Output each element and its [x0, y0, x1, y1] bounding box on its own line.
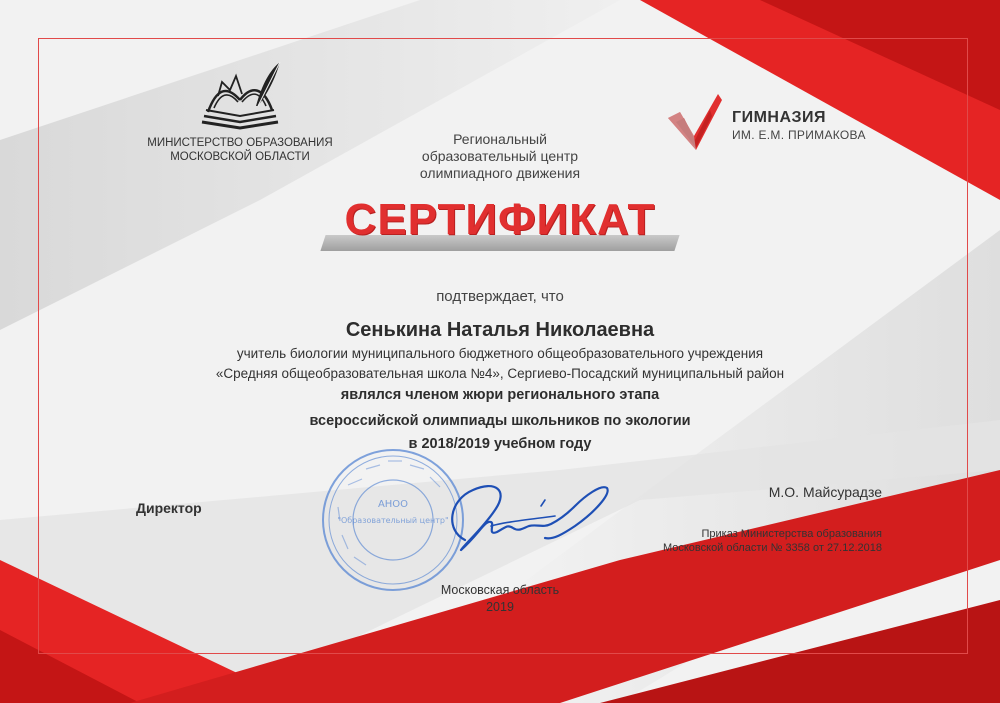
ministry-name-line2: МОСКОВСКОЙ ОБЛАСТИ — [170, 151, 310, 163]
ministry-name — [140, 136, 340, 164]
ministry-book-quill-logo-icon — [196, 60, 284, 138]
gymnasium-checkmark-logo-icon — [666, 92, 724, 152]
statement-line1: являлся членом жюри регионального этапа — [340, 387, 660, 403]
statement-line2: всероссийской олимпиады школьников по экологии — [309, 413, 691, 429]
ministry-name-line1: МИНИСТЕРСТВО ОБРАЗОВАНИЯ — [147, 137, 333, 149]
recipient-name: Сенькина Наталья Николаевна — [345, 319, 655, 341]
signer-name: М.О. Майсурадзе — [768, 484, 882, 500]
recipient-position-line1: учитель биологии муниципального бюджетного общеобразовательного учреждения — [236, 346, 764, 361]
director-signature — [425, 470, 620, 560]
regional-center-line1: Региональный — [453, 131, 547, 147]
gymnasium-subtitle: ИМ. Е.М. ПРИМАКОВА — [732, 128, 866, 142]
confirms-text: подтверждает, что — [436, 288, 564, 305]
issue-year: 2019 — [486, 600, 514, 614]
stamp-org-short: АНОО — [377, 499, 409, 510]
order-line1: Приказ Министерства образования — [701, 528, 882, 540]
recipient-position-line2: «Средняя общеобразовательная школа №4», Сергиево-Посадский муниципальный район — [215, 366, 785, 381]
issue-place-region: Московская область — [440, 583, 560, 597]
order-line2: Московской области № 3358 от 27.12.2018 — [662, 542, 882, 554]
certificate-title — [250, 195, 750, 255]
director-label: Директор — [136, 500, 202, 516]
statement-line3: в 2018/2019 учебном году — [408, 436, 592, 452]
stamp-org-name: "Образовательный центр" — [337, 516, 449, 525]
regional-center-line2: образовательный центр — [421, 148, 579, 164]
gymnasium-title: ГИМНАЗИЯ — [732, 109, 827, 126]
issue-place — [400, 582, 600, 616]
regional-center-line3: олимпиадного движения — [419, 165, 581, 181]
regional-center-name — [380, 131, 620, 182]
certificate-title-text: СЕРТИФИКАТ — [344, 195, 656, 244]
